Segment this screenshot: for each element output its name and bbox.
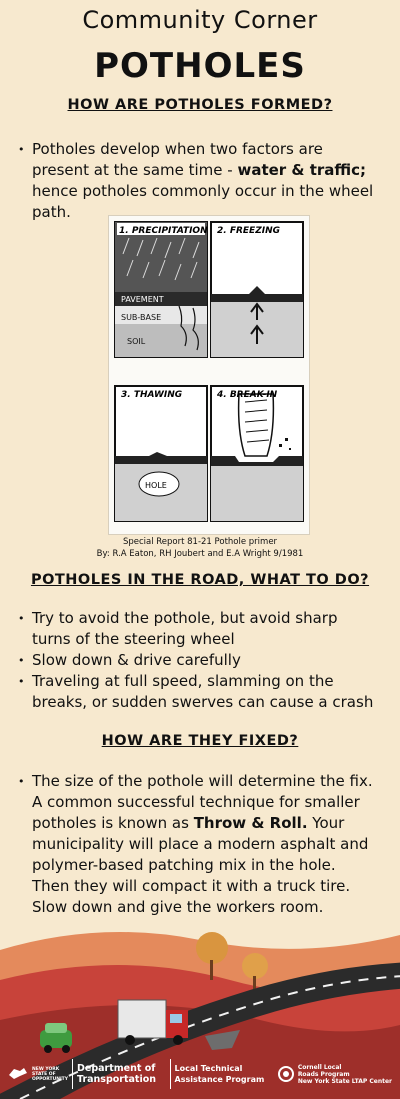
cornell-wordmark: Cornell Local Roads Program New York State LTAP Center bbox=[297, 1063, 392, 1085]
list-item: • Slow down & drive carefully bbox=[32, 650, 377, 671]
ltap-wordmark: Local Technical Assistance Program bbox=[174, 1064, 265, 1084]
heading-how-fixed: HOW ARE THEY FIXED? bbox=[101, 733, 299, 749]
list-item: • Traveling at full speed, slamming on the breaks, or sudden swerves can cause a crash bbox=[32, 671, 377, 713]
panel-2-label: 2. FREEZING bbox=[217, 226, 280, 236]
pothole-diagram bbox=[109, 216, 309, 534]
heading-what-to-do: POTHOLES IN THE ROAD, WHAT TO DO? bbox=[30, 572, 370, 588]
pothole-formation-figure bbox=[108, 215, 310, 535]
formed-list bbox=[0, 139, 377, 223]
panel-break-in bbox=[211, 386, 303, 521]
figure-caption bbox=[0, 536, 400, 560]
footer-logos bbox=[0, 1049, 400, 1099]
caption-line-1: Special Report 81-21 Pothole primer bbox=[122, 537, 278, 547]
pavement-label: PAVEMENT bbox=[121, 295, 164, 304]
subbase-label: SUB-BASE bbox=[121, 313, 162, 322]
panel-freezing bbox=[211, 222, 303, 357]
dot-wordmark: Department of Transportation bbox=[77, 1063, 157, 1085]
page-title: POTHOLES bbox=[94, 46, 306, 86]
nys-dot-logo bbox=[8, 1059, 156, 1089]
list-item: • Try to avoid the pothole, but avoid sharp turns of the steering wheel bbox=[32, 608, 377, 650]
list-item: • Potholes develop when two factors are present at the same time - water & traffic; hence potholes commonly occur in the wheel path. bbox=[32, 139, 377, 223]
cornell-logo bbox=[278, 1064, 392, 1085]
panel-3-label: 3. THAWING bbox=[121, 390, 183, 400]
fixed-list bbox=[0, 771, 377, 918]
panel-1-label: 1. PRECIPITATION bbox=[119, 226, 208, 236]
nys-wordmark: NEW YORK STATE OF OPPORTUNITY bbox=[32, 1066, 69, 1082]
caption-line-2: By: R.A Eaton, RH Joubert and E.A Wright 9/1981 bbox=[96, 549, 304, 559]
hole-label: HOLE bbox=[145, 481, 167, 490]
what-to-do-list bbox=[0, 608, 377, 713]
divider bbox=[72, 1059, 73, 1089]
soil-label: SOIL bbox=[127, 337, 146, 346]
kicker-title: Community Corner bbox=[82, 6, 318, 34]
ltap-logo bbox=[170, 1059, 265, 1089]
new-york-state-icon bbox=[8, 1066, 28, 1082]
panel-4-label: 4. BREAK-IN bbox=[217, 390, 278, 400]
heading-how-formed: HOW ARE POTHOLES FORMED? bbox=[67, 97, 333, 113]
panel-thawing bbox=[115, 386, 207, 521]
cornell-seal-icon bbox=[278, 1066, 294, 1082]
divider bbox=[170, 1059, 171, 1089]
list-item: • The size of the pothole will determine the fix. A common successful technique for smaller potholes is known as Throw & Roll. Your municipality will place a modern asphalt and polymer-based patching mix in the hole. Then they will compact it with a truck tire. Slow down and give the workers room. bbox=[32, 771, 377, 918]
panel-precipitation bbox=[115, 222, 208, 357]
